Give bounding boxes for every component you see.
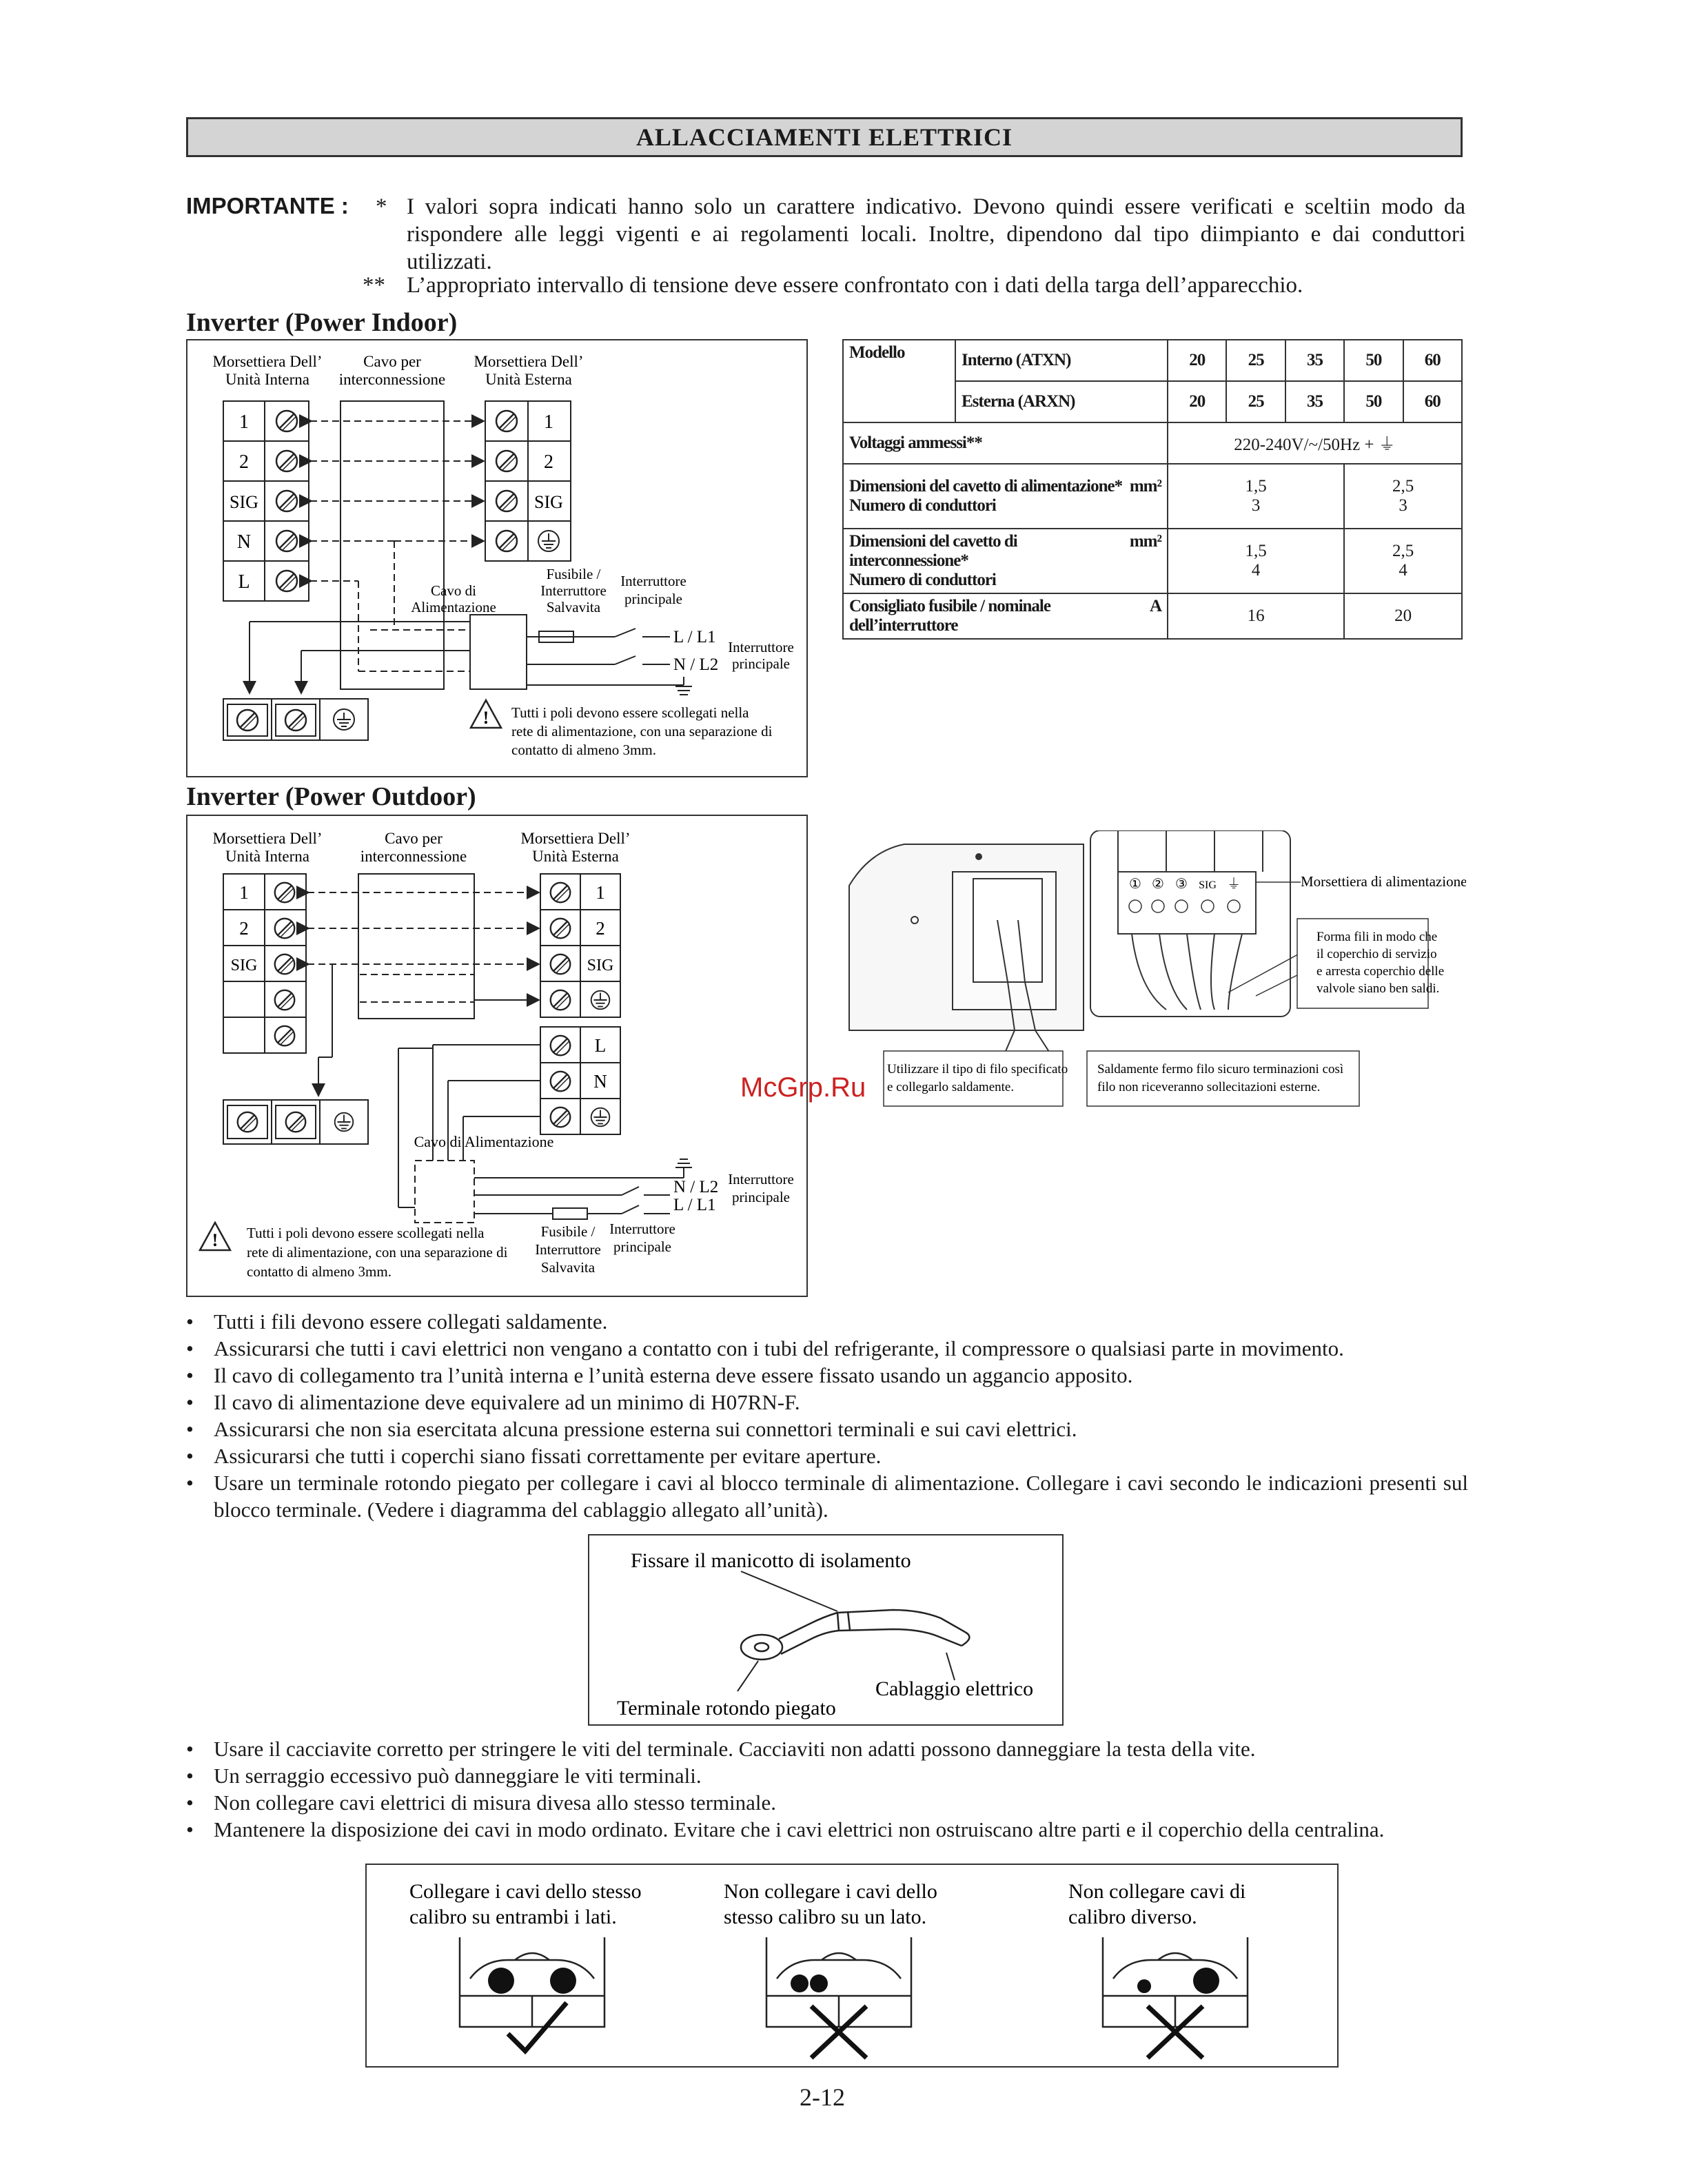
page-title: ALLACCIAMENTI ELETTRICI [186,117,1463,157]
size-cell: 50 [1344,381,1403,422]
label-ring: Terminale rotondo piegato [617,1697,836,1719]
fuse-label: Consigliato fusibile / nominale dell’interruttore [849,597,1050,635]
bad2-diagram [1103,1937,1248,2027]
inter-conductors: 4 [1399,561,1407,580]
label-clamp-2: filo non riceveranno sollecitazioni esterne. [1097,1080,1321,1094]
label-wire-1: Utilizzare il tipo di filo specificato [887,1062,1068,1076]
interno-label: Interno (ATXN) [955,340,1168,381]
list-item: • Assicurarsi che tutti i cavi elettrici non vengano a contatto con i tubi del refrigerante, il compressore o qualsiasi parte in movimento. [186,1335,1468,1362]
indoor-interconnect-cable-box [340,401,444,689]
list-item: • Assicurarsi che tutti i coperchi siano fissati correttamente per evitare aperture. [186,1442,1468,1469]
power-cable-label: Dimensioni del cavetto di alimentazione* [849,477,1123,496]
indoor-earth-icon [538,531,559,551]
ring-terminal-svg [589,1535,1061,1724]
svg-text:!: ! [482,708,489,728]
important-note-1: I valori sopra indicati hanno solo un carattere indicativo. Devono quindi essere verificati e sceltiin modo da rispondere alle leggi vigenti e ai regolamenti locali. Inoltre, dipendono dal tipo diimpianto e dai conduttori utilizzati. [407,194,1465,274]
indoor-left-terminal: N [236,531,252,553]
bad2-caption-2: calibro diverso. [1068,1906,1197,1928]
unit-mm: mm² [1129,532,1161,551]
indoor-left-terminal: 2 [239,451,249,473]
outdoor-main-switch2-1: Interruttore [609,1221,675,1237]
outdoor-left-terminal: 1 [239,882,249,903]
indoor-right-terminal: 1 [544,411,553,433]
indoor-main-switch-1: Interruttore [620,573,687,589]
important-note-2: L’appropriato intervallo di tensione deve essere confrontato con i dati della targa dell’apparecchio. [407,273,1303,298]
indoor-wiring-diagram [186,339,808,777]
power-cable-value: 2,5 [1392,477,1414,496]
inter-cable-value: 2,5 [1392,542,1414,560]
bullet-list-2 [186,1735,1468,1843]
svg-text:!: ! [212,1230,218,1250]
indoor-left-terminal: SIG [230,492,258,512]
bullet-list-1 [186,1308,1468,1523]
outdoor-right-terminal: 1 [596,882,605,903]
label-terminal-block: Morsettiera di alimentazione [1301,873,1466,890]
outdoor-earth-icon [591,991,610,1010]
ring-terminal-icon [741,1610,969,1660]
indoor-warning-icon [471,700,501,728]
outdoor-col-cable-1: Cavo per [385,830,443,847]
outdoor-col-external-2: Unità Esterna [532,848,619,865]
unit-terminal-label: ① [1129,877,1141,892]
indoor-fuse-1: Fusibile / [546,566,601,582]
indoor-right-terminal: SIG [534,492,563,512]
indoor-warning-2: rete di alimentazione, con una separazione di [511,723,773,739]
indoor-section-title: Inverter (Power Indoor) [186,308,458,337]
indoor-col-external-1: Morsettiera Dell’ [474,353,584,370]
table-row [843,529,1462,593]
indoor-col-external-2: Unità Esterna [485,371,572,388]
outdoor-main-switch-2: principale [732,1189,790,1205]
outdoor-diagram-svg [187,816,806,1295]
label-wire: Cablaggio elettrico [875,1677,1034,1700]
voltage-value: 220-240V/~/50Hz + ⏚ [1168,422,1462,464]
page-number: 2-12 [800,2083,845,2111]
voltage-label: Voltaggi ammessi** [843,422,1168,464]
ok-caption-2: calibro su entrambi i lati. [409,1906,617,1928]
bad2-caption-1: Non collegare cavi di [1068,1880,1246,1903]
indoor-col-cable-2: interconnessione [338,371,446,388]
indoor-left-terminal: L [238,571,250,593]
inter-conductors: 4 [1251,561,1261,580]
outdoor-power-terminal-block [540,1027,620,1134]
list-item: • Assicurarsi che non sia esercitata alcuna pressione esterna sui connettori terminali e sui cavi elettrici. [186,1416,1468,1442]
outdoor-warning-2: rete di alimentazione, con una separazione di [247,1244,508,1261]
bad1-diagram [766,1937,911,2027]
wire-gauge-svg [367,1865,1336,2065]
list-item: • Il cavo di collegamento tra l’unità interna e l’unità esterna deve essere fissato usando un aggancio apposito. [186,1362,1468,1389]
label-sleeve: Fissare il manicotto di isolamento [631,1549,911,1572]
size-cell: 35 [1285,381,1344,422]
outdoor-right-terminal: 2 [596,918,605,939]
outdoor-warning-1: Tutti i poli devono essere scollegati nella [247,1225,485,1241]
outdoor-warning-3: contatto di almeno 3mm. [247,1263,392,1280]
ring-terminal-figure [588,1534,1064,1726]
conductors-label: Numero di conduttori [849,571,996,589]
fuse-value: 20 [1344,593,1462,639]
outdoor-fuse-1: Fusibile / [540,1223,596,1240]
outdoor-warning-icon [200,1223,230,1250]
outdoor-interconnect-cable-box [358,874,474,1019]
outdoor-fuse-3: Salvavita [540,1259,596,1276]
outdoor-power-terminal: N [593,1071,607,1092]
indoor-internal-terminal-block [223,401,309,601]
indoor-line-l: L / L1 [673,628,716,646]
spec-table [842,339,1463,640]
outdoor-col-internal-2: Unità Interna [225,848,309,865]
outdoor-power-cable: Cavo di Alimentazione [414,1133,554,1150]
bad1-caption-1: Non collegare i cavi dello [724,1880,937,1903]
power-conductors: 3 [1399,496,1407,515]
outdoor-left-terminal: 2 [239,918,249,939]
important-mark-1: * [376,194,387,219]
size-cell: 35 [1285,340,1344,381]
list-item: • Mantenere la disposizione dei cavi in modo ordinato. Evitare che i cavi elettrici non ostruiscano altre parti e il coperchio della centralina. [186,1816,1468,1843]
outdoor-fuse-2: Interruttore [535,1241,601,1258]
size-cell: 20 [1168,340,1226,381]
indoor-main-switch-2: principale [624,591,682,607]
outdoor-left-terminal: SIG [230,957,258,974]
outdoor-col-cable-2: interconnessione [360,848,467,865]
outdoor-unit-illustration [842,830,1466,1113]
wire-dot [1137,1979,1151,1993]
esterna-label: Esterna (ARXN) [955,381,1168,422]
indoor-warning-3: contatto di almeno 3mm. [511,742,656,758]
size-cell: 20 [1168,381,1226,422]
size-cell: 50 [1344,340,1403,381]
table-row [843,593,1462,639]
indoor-power-cable-2: Alimentazione [411,599,496,615]
list-item: • Il cavo di alimentazione deve equivalere ad un minimo di H07RN-F. [186,1389,1468,1416]
wire-gauge-figure [365,1864,1339,2068]
unit-terminal-label: ⏚ [1227,877,1241,892]
size-cell: 60 [1403,381,1463,422]
outdoor-line-n: N / L2 [673,1178,719,1196]
label-clamp-1: Saldamente fermo filo sicuro terminazioni così [1097,1062,1344,1076]
outdoor-wiring-diagram [186,815,808,1297]
indoor-warning-1: Tutti i poli devono essere scollegati nella [511,704,749,721]
modello-header: Modello [843,340,955,422]
indoor-left-terminal: 1 [239,411,249,433]
outdoor-power-terminal: L [594,1035,607,1056]
indoor-line-n: N / L2 [673,655,719,674]
important-mark-2: ** [363,273,385,298]
label-shape-1: Forma fili in modo che [1316,930,1438,944]
important-label: IMPORTANTE : [186,193,349,218]
indoor-col-internal-1: Morsettiera Dell’ [212,353,323,370]
unit-terminal-label: ② [1152,877,1164,892]
power-cable-value: 1,5 [1245,477,1267,496]
unit-terminal-label: ③ [1175,877,1188,892]
wire-dot [810,1974,828,1992]
size-cell: 25 [1226,381,1285,422]
outdoor-col-internal-1: Morsettiera Dell’ [212,830,323,847]
indoor-diagram-svg [187,340,806,775]
unit-a: A [1149,597,1161,615]
outdoor-section-title: Inverter (Power Outdoor) [186,782,476,811]
inter-cable-label: Dimensioni del cavetto di interconnessione* [849,532,1017,570]
label-wire-2: e collegarlo saldamente. [887,1080,1015,1094]
outdoor-main-switch2-2: principale [613,1238,671,1255]
indoor-main-switch2-2: principale [732,655,790,672]
fuse-value: 16 [1168,593,1344,639]
outdoor-line-l: L / L1 [673,1196,716,1214]
list-item: • Non collegare cavi elettrici di misura divesa allo stesso terminale. [186,1789,1468,1816]
indoor-col-internal-2: Unità Interna [225,371,309,388]
wire-dot [1193,1968,1219,1994]
power-conductors: 3 [1251,496,1261,515]
wire-dot [550,1968,576,1994]
label-shape-3: e arresta coperchio delle [1316,964,1445,979]
unit-terminal-label: SIG [1199,879,1217,891]
outdoor-right-terminal: SIG [587,957,614,974]
size-cell: 60 [1403,340,1463,381]
bad1-caption-2: stesso calibro su un lato. [724,1906,927,1928]
table-row [843,422,1462,464]
indoor-external-terminal-block [485,401,571,561]
label-shape-2: il coperchio di servizio [1316,947,1437,961]
list-item: • Tutti i fili devono essere collegati saldamente. [186,1308,1468,1335]
wire-dot [791,1974,809,1992]
indoor-fuse-3: Salvavita [546,599,601,615]
table-row [843,340,1462,381]
list-item: • Usare un terminale rotondo piegato per collegare i cavi al blocco terminale di alimentazione. Collegare i cavi secondo le indicazioni presenti sul blocco terminale. (Vedere i diagramma del cablaggio allegato all’unità). [186,1469,1468,1523]
unit-mm: mm² [1129,477,1161,496]
table-row [843,464,1462,529]
outdoor-col-external-1: Morsettiera Dell’ [520,830,631,847]
inter-cable-value: 1,5 [1245,542,1267,560]
conductors-label: Numero di conduttori [849,496,996,515]
indoor-right-terminal: 2 [544,451,553,473]
ok-caption-1: Collegare i cavi dello stesso [409,1880,642,1903]
indoor-power-cable-1: Cavo di [431,582,476,599]
indoor-main-switch2-1: Interruttore [728,639,794,655]
unit-illustration-svg [842,830,1466,1113]
ok-diagram [460,1937,604,2027]
size-cell: 25 [1226,340,1285,381]
watermark: McGrp.Ru [740,1072,866,1103]
list-item: • Usare il cacciavite corretto per stringere le viti del terminale. Cacciaviti non adatti possono danneggiare la testa della vite. [186,1735,1468,1762]
list-item: • Un serraggio eccessivo può danneggiare le viti terminali. [186,1762,1468,1789]
outdoor-main-switch-1: Interruttore [728,1171,794,1187]
indoor-col-cable-1: Cavo per [363,353,421,370]
wire-dot [488,1968,514,1994]
label-shape-4: valvole siano ben saldi. [1316,981,1440,996]
indoor-fuse-2: Interruttore [540,582,607,599]
